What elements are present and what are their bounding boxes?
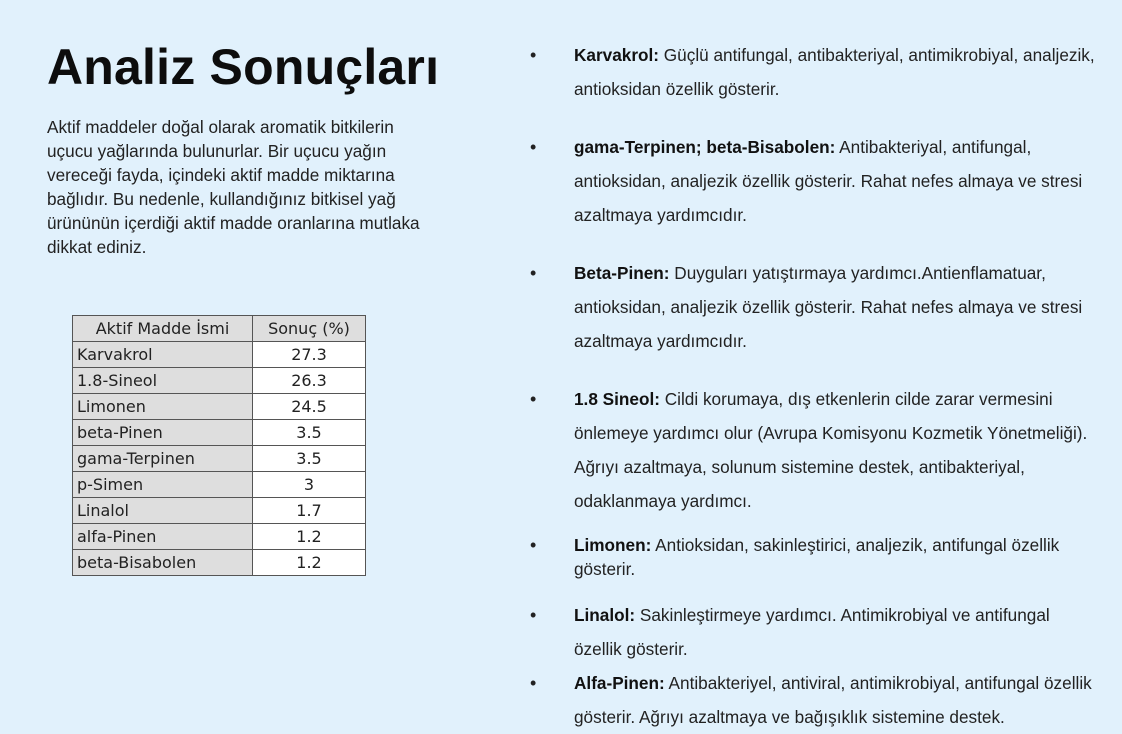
bullet-icon: • bbox=[530, 45, 537, 65]
table-row bbox=[73, 342, 366, 368]
cell-ingredient-value: 27.3 bbox=[253, 342, 366, 368]
list-item bbox=[530, 666, 1100, 734]
bullet-icon: • bbox=[530, 137, 537, 157]
table-row bbox=[73, 498, 366, 524]
property-label: Beta-Pinen: bbox=[574, 263, 670, 283]
table-row bbox=[73, 446, 366, 472]
cell-ingredient-name: Karvakrol bbox=[73, 342, 253, 368]
header-result-percent: Sonuç (%) bbox=[253, 316, 366, 342]
property-label: Linalol: bbox=[574, 605, 636, 625]
cell-ingredient-name: beta-Pinen bbox=[73, 420, 253, 446]
bullet-icon: • bbox=[530, 605, 537, 625]
intro-paragraph: Aktif maddeler doğal olarak aromatik bitkilerin uçucu yağlarında bulunurlar. Bir uçucu yağın vereceği fayda, içindeki aktif madde miktarına bağlıdır. Bu nedenle, kullandığınız bitkisel yağ ürününün içerdiği aktif madde oranlarına mutlaka dikkat ediniz. bbox=[47, 117, 420, 257]
property-text: Antibakteriyal, antifungal, antioksidan, analjezik özellik gösterir. Rahat nefes almaya ve stresi azaltmaya yardımcıdır. bbox=[574, 137, 1083, 225]
cell-ingredient-name: alfa-Pinen bbox=[73, 524, 253, 550]
property-label: gama-Terpinen; beta-Bisabolen: bbox=[574, 137, 836, 157]
cell-ingredient-name: 1.8-Sineol bbox=[73, 368, 253, 394]
cell-ingredient-name: beta-Bisabolen bbox=[73, 550, 253, 576]
cell-ingredient-value: 3 bbox=[253, 472, 366, 498]
list-item bbox=[530, 130, 1100, 232]
cell-ingredient-value: 1.2 bbox=[253, 524, 366, 550]
list-item bbox=[530, 382, 1100, 518]
bullet-icon: • bbox=[530, 535, 537, 555]
cell-ingredient-name: gama-Terpinen bbox=[73, 446, 253, 472]
page-title: Analiz Sonuçları bbox=[47, 39, 440, 95]
table-row bbox=[73, 420, 366, 446]
list-item bbox=[530, 533, 1100, 581]
property-text: Antibakteriyel, antiviral, antimikrobiyal, antifungal özellik gösterir. Ağrıyı azaltmaya ve bağışıklık sistemine destek. bbox=[574, 673, 1092, 727]
bullet-icon: • bbox=[530, 389, 537, 409]
table-row bbox=[73, 524, 366, 550]
list-item bbox=[530, 256, 1100, 358]
table-header-row bbox=[73, 316, 366, 342]
header-active-ingredient: Aktif Madde İsmi bbox=[73, 316, 253, 342]
property-label: 1.8 Sineol: bbox=[574, 389, 660, 409]
property-label: Limonen: bbox=[574, 535, 652, 555]
cell-ingredient-name: Limonen bbox=[73, 394, 253, 420]
property-text: Cildi korumaya, dış etkenlerin cilde zarar vermesini önlemeye yardımcı olur (Avrupa Komisyonu Kozmetik Yönetmeliği). Ağrıyı azaltmaya, solunum sistemine destek, antibakteriyal, odaklanmaya yardımcı. bbox=[574, 389, 1088, 511]
cell-ingredient-name: Linalol bbox=[73, 498, 253, 524]
list-item bbox=[530, 38, 1100, 106]
bullet-icon: • bbox=[530, 263, 537, 283]
list-item bbox=[530, 598, 1100, 666]
property-label: Karvakrol: bbox=[574, 45, 660, 65]
cell-ingredient-value: 1.7 bbox=[253, 498, 366, 524]
cell-ingredient-value: 3.5 bbox=[253, 446, 366, 472]
cell-ingredient-value: 26.3 bbox=[253, 368, 366, 394]
table-row bbox=[73, 368, 366, 394]
property-list bbox=[530, 38, 1100, 734]
bullet-icon: • bbox=[530, 673, 537, 693]
results-table bbox=[72, 315, 366, 576]
cell-ingredient-value: 3.5 bbox=[253, 420, 366, 446]
property-text: Antioksidan, sakinleştirici, analjezik, antifungal özellik gösterir. bbox=[574, 535, 1060, 579]
table-row bbox=[73, 472, 366, 498]
cell-ingredient-value: 24.5 bbox=[253, 394, 366, 420]
table-row bbox=[73, 394, 366, 420]
cell-ingredient-name: p-Simen bbox=[73, 472, 253, 498]
cell-ingredient-value: 1.2 bbox=[253, 550, 366, 576]
property-text: Güçlü antifungal, antibakteriyal, antimikrobiyal, analjezik, antioksidan özellik gösterir. bbox=[574, 45, 1095, 99]
table-row bbox=[73, 550, 366, 576]
property-text: Sakinleştirmeye yardımcı. Antimikrobiyal ve antifungal özellik gösterir. bbox=[574, 605, 1050, 659]
property-label: Alfa-Pinen: bbox=[574, 673, 665, 693]
property-text: Duyguları yatıştırmaya yardımcı.Antienflamatuar, antioksidan, analjezik özellik gösterir. Rahat nefes almaya ve stresi azaltmaya yardımcıdır. bbox=[574, 263, 1083, 351]
